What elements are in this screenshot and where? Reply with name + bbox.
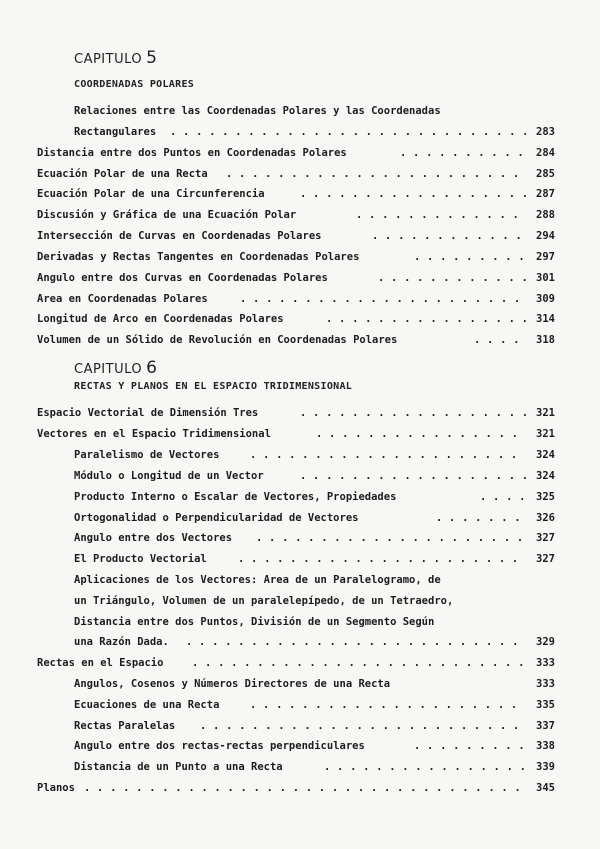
toc-entry-text: Longitud de Arco en Coordenadas Polares bbox=[37, 313, 284, 325]
toc-entry-text: Paralelismo de Vectores bbox=[74, 449, 220, 461]
leader-dots bbox=[256, 530, 526, 546]
toc-entry bbox=[0, 426, 600, 442]
toc-entry-text: Aplicaciones de los Vectores: Area de un Paralelogramo, de bbox=[74, 574, 441, 586]
chapter-5-title: COORDENADAS POLARES bbox=[74, 79, 195, 90]
leader-dots bbox=[356, 207, 526, 223]
toc-entry-text: Módulo o Longitud de un Vector bbox=[74, 470, 264, 482]
toc-entry bbox=[0, 572, 600, 588]
chapter-6-title: RECTAS Y PLANOS EN EL ESPACIO TRIDIMENSIONAL bbox=[74, 381, 353, 392]
toc-entry bbox=[0, 405, 600, 421]
toc-entry-page: 326 bbox=[536, 512, 555, 524]
toc-entry bbox=[0, 676, 600, 692]
toc-entry-page: 321 bbox=[536, 428, 555, 440]
toc-entry bbox=[0, 780, 600, 796]
toc-entry bbox=[0, 551, 600, 567]
toc-entry-text: Distancia entre dos Puntos, División de un Segmento Según bbox=[74, 616, 435, 628]
leader-dots bbox=[84, 780, 526, 796]
chapter-6-heading bbox=[74, 358, 157, 378]
toc-entry-text: Angulo entre dos rectas-rectas perpendiculares bbox=[74, 740, 365, 752]
toc-entry bbox=[0, 738, 600, 754]
toc-entry-text: Ortogonalidad o Perpendicularidad de Vectores bbox=[74, 512, 359, 524]
toc-entry-page: 329 bbox=[536, 636, 555, 648]
toc-entry bbox=[0, 593, 600, 609]
toc-entry bbox=[0, 166, 600, 182]
leader-dots bbox=[250, 447, 526, 463]
toc-entry-text: Producto Interno o Escalar de Vectores, Propiedades bbox=[74, 491, 397, 503]
toc-entry-text: Rectangulares bbox=[74, 126, 157, 138]
leader-dots bbox=[436, 510, 526, 526]
toc-entry-text: Angulo entre dos Curvas en Coordenadas Polares bbox=[37, 272, 328, 284]
toc-entry-page: 318 bbox=[536, 334, 555, 346]
toc-entry-page: 325 bbox=[536, 491, 555, 503]
toc-entry-page: 339 bbox=[536, 761, 555, 773]
toc-entry bbox=[0, 655, 600, 671]
toc-entry bbox=[0, 489, 600, 505]
toc-entry bbox=[0, 447, 600, 463]
leader-dots bbox=[474, 332, 526, 348]
toc-entry bbox=[0, 332, 600, 348]
leader-dots bbox=[300, 468, 526, 484]
toc-entry-text: Planos bbox=[37, 782, 75, 794]
toc-entry-page: 314 bbox=[536, 313, 555, 325]
chapter-label: CAPITULO bbox=[74, 52, 143, 67]
leader-dots bbox=[200, 718, 526, 734]
chapter-number: 5 bbox=[146, 48, 158, 68]
toc-entry-text: Volumen de un Sólido de Revolución en Coordenadas Polares bbox=[37, 334, 398, 346]
leader-dots bbox=[378, 270, 526, 286]
toc-entry-page: 335 bbox=[536, 699, 555, 711]
toc-entry-text: un Triángulo, Volumen de un paralelepípedo, de un Tetraedro, bbox=[74, 595, 454, 607]
toc-entry-text: Distancia entre dos Puntos en Coordenadas Polares bbox=[37, 147, 347, 159]
toc-entry-text: Rectas en el Espacio bbox=[37, 657, 164, 669]
toc-entry bbox=[0, 468, 600, 484]
leader-dots bbox=[186, 634, 526, 650]
toc-entry-text: Espacio Vectorial de Dimensión Tres bbox=[37, 407, 259, 419]
leader-dots bbox=[240, 291, 526, 307]
toc-entry-page: 283 bbox=[536, 126, 555, 138]
leader-dots bbox=[316, 426, 526, 442]
toc-entry-text: Rectas Paralelas bbox=[74, 720, 176, 732]
toc-entry-text: Intersección de Curvas en Coordenadas Polares bbox=[37, 230, 322, 242]
toc-entry bbox=[0, 634, 600, 650]
toc-entry bbox=[0, 270, 600, 286]
toc-entry bbox=[0, 697, 600, 713]
toc-entry-text: una Razón Dada. bbox=[74, 636, 169, 648]
toc-entry-text: Derivadas y Rectas Tangentes en Coordenadas Polares bbox=[37, 251, 360, 263]
toc-entry-text: Ecuaciones de una Recta bbox=[74, 699, 220, 711]
leader-dots bbox=[300, 186, 526, 202]
toc-entry bbox=[0, 759, 600, 775]
toc-entry-text: Angulos, Cosenos y Números Directores de una Recta bbox=[74, 678, 391, 690]
chapter-label: CAPITULO bbox=[74, 362, 143, 377]
toc-entry-page: 294 bbox=[536, 230, 555, 242]
toc-entry-page: 327 bbox=[536, 532, 555, 544]
toc-entry-page: 301 bbox=[536, 272, 555, 284]
leader-dots bbox=[238, 551, 526, 567]
toc-entry bbox=[0, 228, 600, 244]
toc-entry-page: 333 bbox=[536, 657, 555, 669]
leader-dots bbox=[414, 738, 526, 754]
leader-dots bbox=[480, 489, 526, 505]
toc-entry-page: 337 bbox=[536, 720, 555, 732]
toc-entry-page: 297 bbox=[536, 251, 555, 263]
toc-entry bbox=[0, 718, 600, 734]
toc-entry-page: 324 bbox=[536, 449, 555, 461]
toc-entry bbox=[0, 510, 600, 526]
chapter-number: 6 bbox=[146, 358, 158, 378]
toc-entry-page: 338 bbox=[536, 740, 555, 752]
toc-entry-text: Relaciones entre las Coordenadas Polares y las Coordenadas bbox=[74, 105, 441, 117]
toc-entry-text: Ecuación Polar de una Recta bbox=[37, 168, 208, 180]
toc-entry-text: Vectores en el Espacio Tridimensional bbox=[37, 428, 271, 440]
toc-entry-page: 345 bbox=[536, 782, 555, 794]
leader-dots bbox=[192, 655, 526, 671]
toc-entry-page: 321 bbox=[536, 407, 555, 419]
toc-entry-page: 324 bbox=[536, 470, 555, 482]
leader-dots bbox=[326, 311, 526, 327]
toc-entry-text: Angulo entre dos Vectores bbox=[74, 532, 233, 544]
toc-entry-page: 309 bbox=[536, 293, 555, 305]
leader-dots bbox=[170, 124, 526, 140]
chapter-5-heading bbox=[74, 48, 157, 68]
toc-entry bbox=[0, 249, 600, 265]
toc-entry bbox=[0, 291, 600, 307]
leader-dots bbox=[400, 145, 526, 161]
toc-entry-page: 284 bbox=[536, 147, 555, 159]
toc-entry-page: 288 bbox=[536, 209, 555, 221]
toc-entry bbox=[0, 207, 600, 223]
toc-entry-text: Area en Coordenadas Polares bbox=[37, 293, 208, 305]
toc-entry bbox=[0, 530, 600, 546]
toc-entry bbox=[0, 145, 600, 161]
toc-entry-page: 327 bbox=[536, 553, 555, 565]
toc-entry-text: El Producto Vectorial bbox=[74, 553, 207, 565]
leader-dots bbox=[414, 249, 526, 265]
toc-entry-page: 333 bbox=[536, 678, 555, 690]
leader-dots bbox=[324, 759, 526, 775]
toc-entry bbox=[0, 124, 600, 140]
leader-dots bbox=[250, 697, 526, 713]
toc-entry bbox=[0, 614, 600, 630]
toc-entry-text: Ecuación Polar de una Circunferencia bbox=[37, 188, 265, 200]
toc-entry bbox=[0, 311, 600, 327]
toc-entry bbox=[0, 103, 600, 119]
toc-entry-page: 285 bbox=[536, 168, 555, 180]
leader-dots bbox=[300, 405, 526, 421]
toc-entry bbox=[0, 186, 600, 202]
toc-entry-text: Discusión y Gráfica de una Ecuación Polar bbox=[37, 209, 297, 221]
leader-dots bbox=[226, 166, 526, 182]
leader-dots bbox=[372, 228, 526, 244]
toc-entry-text: Distancia de un Punto a una Recta bbox=[74, 761, 283, 773]
toc-entry-page: 287 bbox=[536, 188, 555, 200]
